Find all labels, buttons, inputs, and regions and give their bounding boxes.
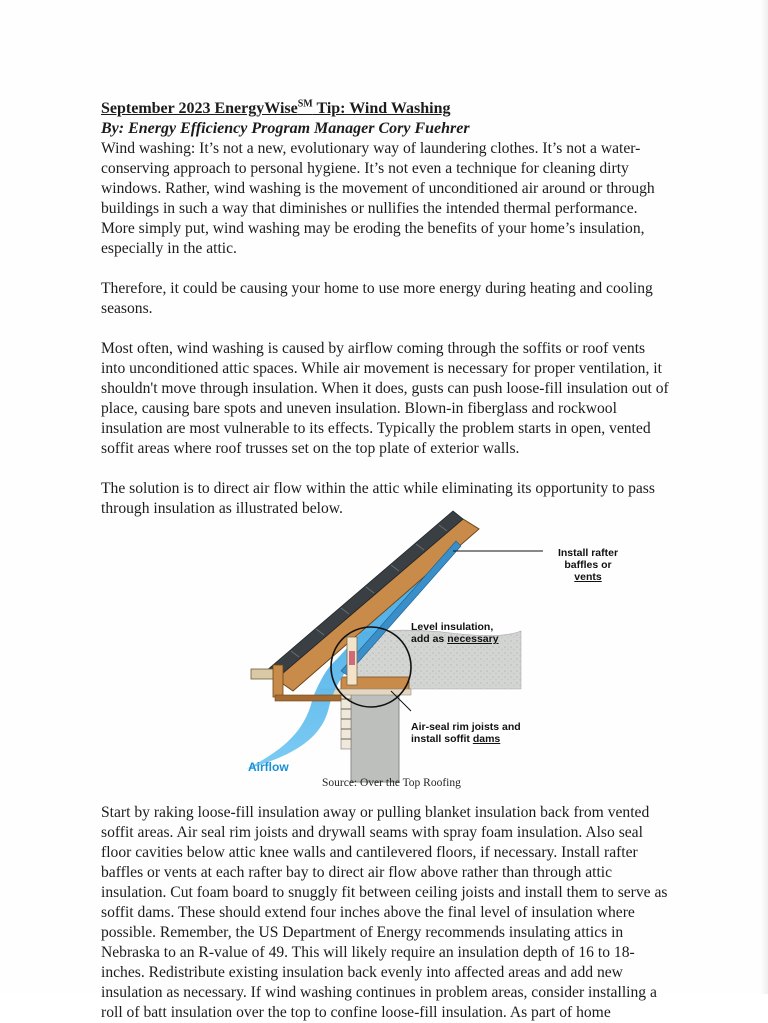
label-level-insulation-text: Level insulation, add as <box>411 621 494 645</box>
paragraph-2: Therefore, it could be causing your home to use more energy during heating and cooling seasons. <box>101 280 653 317</box>
paragraph-1: Wind washing: It’s not a new, evolutionary way of laundering clothes. It’s not a water-conserving approach to personal hygiene. It’s not even a technique for cleaning dirty windows. Rather, wind washing is the movement of unconditioned air around or through buildings in such a way that diminishes or nullifies the intended thermal performance. More simply put, wind washing may be eroding the benefits of your home’s insulation, especially in the attic. <box>101 140 655 257</box>
label-install-baffles-text: Install rafter baffles or <box>557 547 619 571</box>
paragraph-3: Most often, wind washing is caused by airflow coming through the soffits or roof vents into unconditioned attic spaces. While air movement is necessary for proper ventilation, it shouldn't move through insulation. When it does, gusts can push loose-fill insulation out of place, causing bare spots and uneven insulation. Blown-in fiberglass and rockwool insulation are most vulnerable to its effects. Typically the problem starts in open, vented soffit areas where roof trusses set on the top plate of exterior walls. <box>101 340 669 457</box>
gutter <box>251 669 275 679</box>
soffit <box>275 695 341 701</box>
paragraph-5: Start by raking loose-fill insulation away or pulling blanket insulation back from vented soffit areas. Air seal rim joists and drywall seams with spray foam insulation. Also seal floor cavities below attic knee walls and cantilevered floors, if necessary. Install rafter baffles or vents at each rafter bay to direct air flow above rather than through attic insulation. Cut foam board to snuggly fit between ceiling joists and install them to serve as soffit dams. These should extend four inches above the final level of insulation where possible. Remember, the US Department of Energy recommends insulating attics in Nebraska to an R-value of 49. This will likely require an insulation depth of 16 to 18-inches. Redistribute existing insulation back evenly into affected areas and add new insulation as necessary. If wind washing continues in problem areas, consider installing a roll of batt insulation over the top to confine loose-fill insulation. As part of home <box>101 804 668 1021</box>
label-air-seal-text: Air-seal rim joists and install soffit <box>411 721 521 745</box>
title-superscript: SM <box>297 98 313 110</box>
label-level-insulation-underline: necessary <box>447 633 499 645</box>
title-main: September 2023 EnergyWise <box>101 100 298 117</box>
label-install-baffles <box>553 547 623 583</box>
label-air-seal <box>411 721 521 745</box>
figure-caption: Source: Over the Top Roofing <box>322 777 461 789</box>
soffit-dam-marker <box>349 651 355 665</box>
label-air-seal-underline: dams <box>472 733 501 745</box>
wind-washing-illustration <box>101 519 671 787</box>
title-tail: Tip: Wind Washing <box>312 100 451 117</box>
label-level-insulation <box>411 621 511 645</box>
fascia <box>273 665 283 697</box>
paragraph-4: The solution is to direct air flow within the attic while eliminating its opportunity to pass through insulation as illustrated below. <box>101 480 655 517</box>
siding <box>341 691 351 749</box>
label-install-baffles-underline: vents <box>574 571 602 583</box>
page-edge-shadow <box>760 0 768 994</box>
article-byline: By: Energy Efficiency Program Manager Cory Fuehrer <box>101 120 470 137</box>
label-airflow: Airflow <box>248 760 289 774</box>
article <box>101 99 671 1023</box>
article-title <box>101 99 671 119</box>
